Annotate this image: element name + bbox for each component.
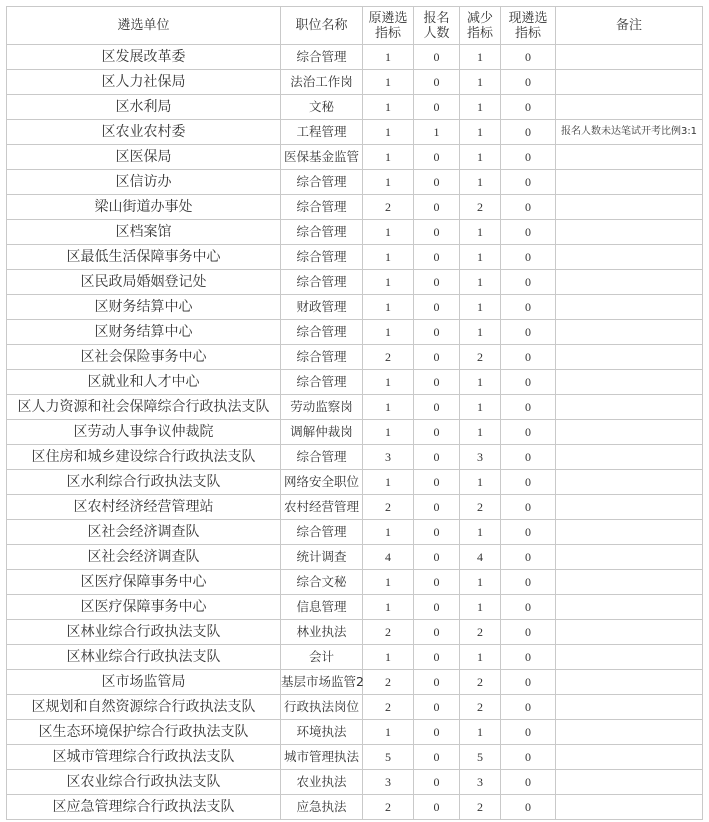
cell-original-quota: 3 (363, 445, 414, 470)
header-position-label: 职位名称 (295, 18, 348, 33)
cell-current-quota: 0 (501, 795, 556, 820)
table-row (7, 495, 703, 520)
header-original-quota-line1: 原遴选 (368, 10, 408, 26)
header-applicants-line1: 报名 (423, 10, 450, 26)
table-row (7, 45, 703, 70)
cell-remark (556, 445, 703, 470)
cell-current-quota: 0 (501, 470, 556, 495)
header-original-quota (363, 7, 414, 45)
cell-position: 行政执法岗位 (281, 695, 363, 720)
header-row (7, 7, 703, 45)
cell-current-quota: 0 (501, 45, 556, 70)
cell-position: 农业执法 (281, 770, 363, 795)
cell-unit: 区应急管理综合行政执法支队 (7, 795, 281, 820)
cell-reduced-quota: 5 (460, 745, 501, 770)
table-row (7, 120, 703, 145)
cell-position: 综合管理 (281, 345, 363, 370)
cell-current-quota: 0 (501, 220, 556, 245)
cell-applicants: 0 (414, 695, 460, 720)
cell-reduced-quota: 1 (460, 470, 501, 495)
cell-remark (556, 395, 703, 420)
cell-remark (556, 520, 703, 545)
header-reduced-quota (460, 7, 501, 45)
cell-applicants: 0 (414, 345, 460, 370)
cell-position: 城市管理执法 (281, 745, 363, 770)
table-row (7, 520, 703, 545)
table-header (7, 7, 703, 45)
cell-applicants: 0 (414, 770, 460, 795)
cell-current-quota: 0 (501, 195, 556, 220)
table-row (7, 445, 703, 470)
cell-unit: 区档案馆 (7, 220, 281, 245)
table-row (7, 645, 703, 670)
cell-original-quota: 1 (363, 145, 414, 170)
cell-unit: 区水利局 (7, 95, 281, 120)
cell-original-quota: 1 (363, 370, 414, 395)
cell-applicants: 0 (414, 570, 460, 595)
cell-applicants: 1 (414, 120, 460, 145)
header-remark (556, 7, 703, 45)
cell-applicants: 0 (414, 195, 460, 220)
cell-reduced-quota: 1 (460, 270, 501, 295)
cell-remark (556, 645, 703, 670)
cell-original-quota: 2 (363, 620, 414, 645)
cell-unit: 区财务结算中心 (7, 295, 281, 320)
cell-current-quota: 0 (501, 170, 556, 195)
cell-remark (556, 45, 703, 70)
cell-applicants: 0 (414, 595, 460, 620)
cell-original-quota: 1 (363, 595, 414, 620)
cell-reduced-quota: 1 (460, 645, 501, 670)
cell-remark (556, 295, 703, 320)
cell-position: 综合文秘 (281, 570, 363, 595)
cell-original-quota: 3 (363, 770, 414, 795)
cell-position: 会计 (281, 645, 363, 670)
cell-unit: 区农业农村委 (7, 120, 281, 145)
cell-current-quota: 0 (501, 620, 556, 645)
cell-reduced-quota: 1 (460, 395, 501, 420)
cell-position: 调解仲裁岗 (281, 420, 363, 445)
cell-reduced-quota: 2 (460, 695, 501, 720)
header-position (281, 7, 363, 45)
cell-position: 财政管理 (281, 295, 363, 320)
cell-original-quota: 1 (363, 570, 414, 595)
cell-applicants: 0 (414, 720, 460, 745)
cell-remark (556, 95, 703, 120)
cell-position: 统计调查 (281, 545, 363, 570)
cell-original-quota: 1 (363, 170, 414, 195)
cell-original-quota: 2 (363, 670, 414, 695)
header-original-quota-line2: 指标 (374, 25, 401, 41)
cell-remark (556, 795, 703, 820)
cell-original-quota: 1 (363, 45, 414, 70)
cell-original-quota: 4 (363, 545, 414, 570)
cell-remark (556, 70, 703, 95)
cell-applicants: 0 (414, 420, 460, 445)
cell-unit: 区人力资源和社会保障综合行政执法支队 (7, 395, 281, 420)
cell-original-quota: 2 (363, 495, 414, 520)
cell-position: 综合管理 (281, 195, 363, 220)
cell-original-quota: 1 (363, 95, 414, 120)
cell-original-quota: 1 (363, 70, 414, 95)
cell-reduced-quota: 2 (460, 795, 501, 820)
cell-reduced-quota: 3 (460, 770, 501, 795)
cell-remark (556, 270, 703, 295)
cell-reduced-quota: 4 (460, 545, 501, 570)
cell-remark (556, 170, 703, 195)
cell-current-quota: 0 (501, 445, 556, 470)
cell-remark (556, 145, 703, 170)
cell-unit: 区水利综合行政执法支队 (7, 470, 281, 495)
cell-remark (556, 370, 703, 395)
cell-current-quota: 0 (501, 295, 556, 320)
table-row (7, 145, 703, 170)
header-current-quota-line1: 现遴选 (508, 10, 548, 26)
table-row (7, 695, 703, 720)
cell-remark (556, 245, 703, 270)
cell-unit: 区住房和城乡建设综合行政执法支队 (7, 445, 281, 470)
cell-position: 综合管理 (281, 270, 363, 295)
cell-position: 综合管理 (281, 520, 363, 545)
header-reduced-quota-line1: 减少 (466, 10, 493, 26)
cell-unit: 区劳动人事争议仲裁院 (7, 420, 281, 445)
header-current-quota-line2: 指标 (514, 25, 541, 41)
cell-remark (556, 695, 703, 720)
cell-original-quota: 1 (363, 395, 414, 420)
cell-unit: 区城市管理综合行政执法支队 (7, 745, 281, 770)
table-row (7, 95, 703, 120)
table-row (7, 220, 703, 245)
table-row (7, 795, 703, 820)
table-row (7, 395, 703, 420)
table-row (7, 770, 703, 795)
cell-reduced-quota: 1 (460, 95, 501, 120)
cell-reduced-quota: 2 (460, 495, 501, 520)
cell-unit: 区就业和人才中心 (7, 370, 281, 395)
cell-remark (556, 420, 703, 445)
cell-unit: 区人力社保局 (7, 70, 281, 95)
cell-position: 综合管理 (281, 220, 363, 245)
cell-remark (556, 320, 703, 345)
table-row (7, 345, 703, 370)
table-row (7, 620, 703, 645)
cell-current-quota: 0 (501, 70, 556, 95)
header-applicants (414, 7, 460, 45)
cell-unit: 区医保局 (7, 145, 281, 170)
table-row (7, 420, 703, 445)
cell-reduced-quota: 1 (460, 420, 501, 445)
cell-unit: 区农村经济经营管理站 (7, 495, 281, 520)
cell-current-quota: 0 (501, 245, 556, 270)
cell-remark (556, 745, 703, 770)
cell-position: 综合管理 (281, 245, 363, 270)
cell-reduced-quota: 1 (460, 320, 501, 345)
cell-original-quota: 1 (363, 420, 414, 445)
cell-applicants: 0 (414, 220, 460, 245)
cell-reduced-quota: 2 (460, 345, 501, 370)
cell-applicants: 0 (414, 245, 460, 270)
cell-reduced-quota: 1 (460, 220, 501, 245)
cell-reduced-quota: 1 (460, 295, 501, 320)
cell-reduced-quota: 2 (460, 195, 501, 220)
cell-original-quota: 1 (363, 720, 414, 745)
cell-position: 综合管理 (281, 320, 363, 345)
cell-unit: 区社会保险事务中心 (7, 345, 281, 370)
cell-unit: 区信访办 (7, 170, 281, 195)
cell-remark (556, 470, 703, 495)
cell-current-quota: 0 (501, 145, 556, 170)
cell-reduced-quota: 1 (460, 595, 501, 620)
cell-original-quota: 1 (363, 120, 414, 145)
cell-current-quota: 0 (501, 370, 556, 395)
cell-applicants: 0 (414, 320, 460, 345)
cell-reduced-quota: 1 (460, 245, 501, 270)
cell-position: 综合管理 (281, 170, 363, 195)
cell-applicants: 0 (414, 70, 460, 95)
cell-original-quota: 2 (363, 345, 414, 370)
cell-reduced-quota: 1 (460, 570, 501, 595)
cell-position: 信息管理 (281, 595, 363, 620)
cell-position: 文秘 (281, 95, 363, 120)
cell-reduced-quota: 1 (460, 520, 501, 545)
header-unit (7, 7, 281, 45)
cell-current-quota: 0 (501, 595, 556, 620)
cell-unit: 区市场监管局 (7, 670, 281, 695)
cell-original-quota: 2 (363, 695, 414, 720)
cell-reduced-quota: 1 (460, 120, 501, 145)
cell-current-quota: 0 (501, 420, 556, 445)
table-row (7, 670, 703, 695)
cell-current-quota: 0 (501, 570, 556, 595)
cell-position: 医保基金监管 (281, 145, 363, 170)
header-current-quota (501, 7, 556, 45)
table-row (7, 545, 703, 570)
cell-remark (556, 545, 703, 570)
table-row (7, 70, 703, 95)
header-applicants-line2: 人数 (423, 25, 450, 41)
header-reduced-quota-line2: 指标 (466, 25, 493, 41)
table-row (7, 720, 703, 745)
cell-position: 林业执法 (281, 620, 363, 645)
cell-applicants: 0 (414, 645, 460, 670)
cell-position: 农村经营管理 (281, 495, 363, 520)
cell-position: 基层市场监管2 (281, 670, 363, 695)
cell-current-quota: 0 (501, 320, 556, 345)
table-row (7, 270, 703, 295)
cell-reduced-quota: 1 (460, 70, 501, 95)
cell-current-quota: 0 (501, 345, 556, 370)
cell-reduced-quota: 1 (460, 170, 501, 195)
cell-position: 法治工作岗 (281, 70, 363, 95)
cell-reduced-quota: 1 (460, 145, 501, 170)
cell-unit: 梁山街道办事处 (7, 195, 281, 220)
cell-remark (556, 570, 703, 595)
cell-applicants: 0 (414, 545, 460, 570)
cell-position: 劳动监察岗 (281, 395, 363, 420)
header-unit-label: 遴选单位 (117, 18, 170, 33)
cell-applicants: 0 (414, 295, 460, 320)
cell-applicants: 0 (414, 270, 460, 295)
cell-position: 环境执法 (281, 720, 363, 745)
cell-current-quota: 0 (501, 545, 556, 570)
cell-current-quota: 0 (501, 395, 556, 420)
cell-position: 工程管理 (281, 120, 363, 145)
cell-original-quota: 1 (363, 270, 414, 295)
cell-current-quota: 0 (501, 670, 556, 695)
cell-reduced-quota: 2 (460, 620, 501, 645)
quota-adjustment-table (6, 6, 703, 820)
cell-current-quota: 0 (501, 520, 556, 545)
cell-current-quota: 0 (501, 270, 556, 295)
cell-unit: 区发展改革委 (7, 45, 281, 70)
table-row (7, 470, 703, 495)
cell-original-quota: 1 (363, 520, 414, 545)
cell-remark: 报名人数未达笔试开考比例3:1 (556, 120, 703, 145)
cell-current-quota: 0 (501, 95, 556, 120)
cell-applicants: 0 (414, 470, 460, 495)
cell-applicants: 0 (414, 670, 460, 695)
cell-applicants: 0 (414, 45, 460, 70)
cell-unit: 区医疗保障事务中心 (7, 595, 281, 620)
table-row (7, 370, 703, 395)
cell-current-quota: 0 (501, 495, 556, 520)
cell-original-quota: 1 (363, 245, 414, 270)
table-row (7, 170, 703, 195)
cell-current-quota: 0 (501, 695, 556, 720)
cell-original-quota: 2 (363, 195, 414, 220)
cell-reduced-quota: 1 (460, 720, 501, 745)
cell-position: 综合管理 (281, 370, 363, 395)
cell-applicants: 0 (414, 620, 460, 645)
cell-position: 综合管理 (281, 45, 363, 70)
cell-current-quota: 0 (501, 720, 556, 745)
cell-unit: 区社会经济调查队 (7, 545, 281, 570)
cell-applicants: 0 (414, 95, 460, 120)
cell-reduced-quota: 1 (460, 370, 501, 395)
cell-remark (556, 495, 703, 520)
cell-remark (556, 620, 703, 645)
cell-remark (556, 220, 703, 245)
table-row (7, 320, 703, 345)
cell-original-quota: 1 (363, 220, 414, 245)
cell-position: 应急执法 (281, 795, 363, 820)
cell-reduced-quota: 1 (460, 45, 501, 70)
table-row (7, 245, 703, 270)
cell-unit: 区农业综合行政执法支队 (7, 770, 281, 795)
cell-remark (556, 595, 703, 620)
cell-position: 网络安全职位 (281, 470, 363, 495)
cell-remark (556, 670, 703, 695)
cell-position: 综合管理 (281, 445, 363, 470)
cell-applicants: 0 (414, 395, 460, 420)
cell-original-quota: 1 (363, 320, 414, 345)
cell-unit: 区林业综合行政执法支队 (7, 620, 281, 645)
cell-unit: 区民政局婚姻登记处 (7, 270, 281, 295)
cell-unit: 区最低生活保障事务中心 (7, 245, 281, 270)
cell-remark (556, 770, 703, 795)
cell-reduced-quota: 2 (460, 670, 501, 695)
cell-remark (556, 345, 703, 370)
cell-unit: 区医疗保障事务中心 (7, 570, 281, 595)
cell-unit: 区林业综合行政执法支队 (7, 645, 281, 670)
cell-applicants: 0 (414, 370, 460, 395)
cell-applicants: 0 (414, 170, 460, 195)
cell-applicants: 0 (414, 745, 460, 770)
table-body (7, 45, 703, 820)
header-remark-label: 备注 (615, 18, 642, 33)
cell-applicants: 0 (414, 795, 460, 820)
cell-unit: 区财务结算中心 (7, 320, 281, 345)
cell-unit: 区生态环境保护综合行政执法支队 (7, 720, 281, 745)
cell-original-quota: 2 (363, 795, 414, 820)
cell-unit: 区规划和自然资源综合行政执法支队 (7, 695, 281, 720)
cell-unit: 区社会经济调查队 (7, 520, 281, 545)
cell-reduced-quota: 3 (460, 445, 501, 470)
cell-remark (556, 720, 703, 745)
cell-original-quota: 5 (363, 745, 414, 770)
cell-original-quota: 1 (363, 295, 414, 320)
table-row (7, 570, 703, 595)
table-row (7, 195, 703, 220)
cell-applicants: 0 (414, 145, 460, 170)
cell-current-quota: 0 (501, 645, 556, 670)
cell-original-quota: 1 (363, 645, 414, 670)
cell-current-quota: 0 (501, 770, 556, 795)
cell-current-quota: 0 (501, 745, 556, 770)
cell-applicants: 0 (414, 520, 460, 545)
table-row (7, 745, 703, 770)
cell-applicants: 0 (414, 495, 460, 520)
table-row (7, 595, 703, 620)
cell-original-quota: 1 (363, 470, 414, 495)
table-row (7, 295, 703, 320)
cell-remark (556, 195, 703, 220)
cell-applicants: 0 (414, 445, 460, 470)
cell-current-quota: 0 (501, 120, 556, 145)
